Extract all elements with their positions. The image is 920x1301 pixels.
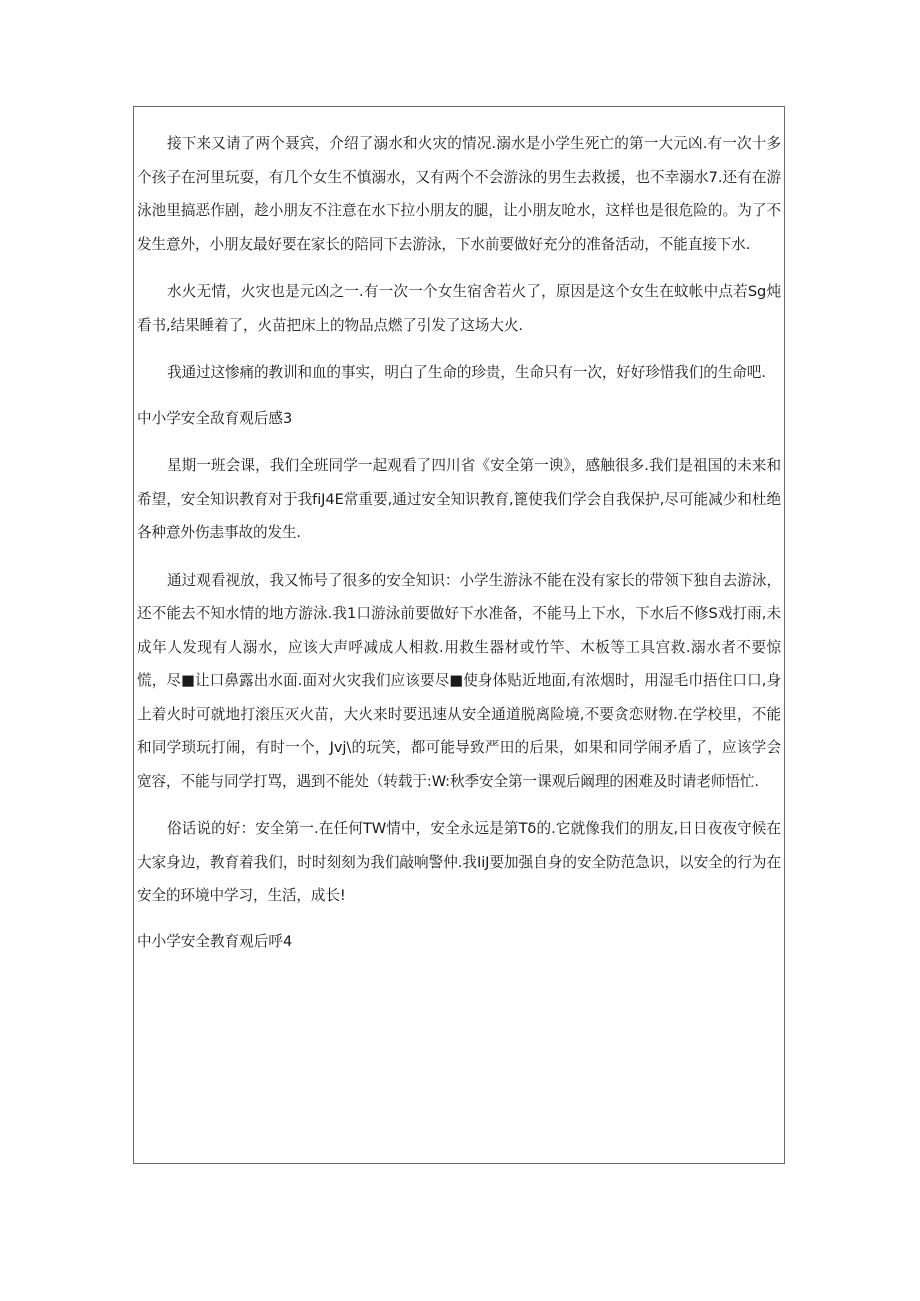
section-heading-3: 中小学安全敌育观后感3 <box>137 409 293 427</box>
document-body <box>137 127 781 972</box>
paragraph-safety-first: 俗话说的好：安全第一.在任何TW情中，安全永远是第Tδ的.它就像我们的朋友,日日夜夜守候在大家身边，教育着我们，时时刻刻为我们敲响警仲.我IiJ要加强自身的安全防范急识，以安全的行为在安全的环境中学习，生活，成长! <box>137 820 781 904</box>
paragraph-safety-knowledge: 通过观看视放，我又怖号了很多的安全知识：小学生游泳不能在没有家长的带领下独自去游泳，还不能去不知水情的地方游泳.我1口游泳前要做好下水准备，不能马上下水，下水后不修S戏打雨,未成年人发现有人溺水，应该大声呼减成人相救.用救生器材或竹竿、木板等工具宫救.溺水者不要惊慌，尽■让口鼻露出水面.面对火灾我们应该要尽■使身体贴近地面,有浓烟时，用湿毛巾捂住口口,身上着火时可就地打滚压灭火苗，大火来时要迅速从安全通道脱离险境,不要贪恋财物.在学校里，不能和同学琐玩打闹，有时一个，Jvj\的玩笑，都可能导致严田的后果，如果和同学闹矛盾了，应该学会宽容，不能与同学打骂，遇到不能处（转载于:W:秋季安全第一课观后阚理的困难及时请老师悟忙. <box>137 571 781 790</box>
paragraph-cherish-life: 我通过这惨痛的教训和血的事实，明白了生命的珍贵，生命只有一次，好好珍惜我们的生命吧. <box>167 364 766 381</box>
paragraph-dormitory-fire: 水火无情，火灾也是元凶之一.有一次一个女生宿舍若火了，原因是这个女生在蚊帐中点若Sg炖看书,结果睡着了，火苗把床上的物品点燃了引发了这场大火. <box>137 283 781 334</box>
document-frame <box>133 106 785 1164</box>
section-heading-4: 中小学安全教育观后呼4 <box>137 932 293 950</box>
paragraph-drowning-fire-intro: 接下来又请了两个聂宾，介绍了溺水和火灾的情况.溺水是小学生死亡的第一大元凶.有一次十多个孩子在河里玩耍，有几个女生不慎溺水，又有两个不会游泳的男生去救援，也不幸溺水7.还有在游泳池里搞恶作剧，趁小朋友不注意在水下拉小朋友的腿，让小朋友呛水，这样也是很危险的。为了不发生意外，小朋友最好要在家长的陪同下去游泳，下水前要做好充分的准备活动，不能直接下水. <box>137 135 781 253</box>
paragraph-class-meeting: 星期一班会课，我们全班同学一起观看了四川省《安全第一谀》，感触很多.我们是祖国的未来和希望，安全知识教育对于我fiJ4E常重要,通过安全知识教育,篦使我们学会自我保护,尽可能减少和杜绝各种意外伤恚事故的发生. <box>137 457 781 541</box>
